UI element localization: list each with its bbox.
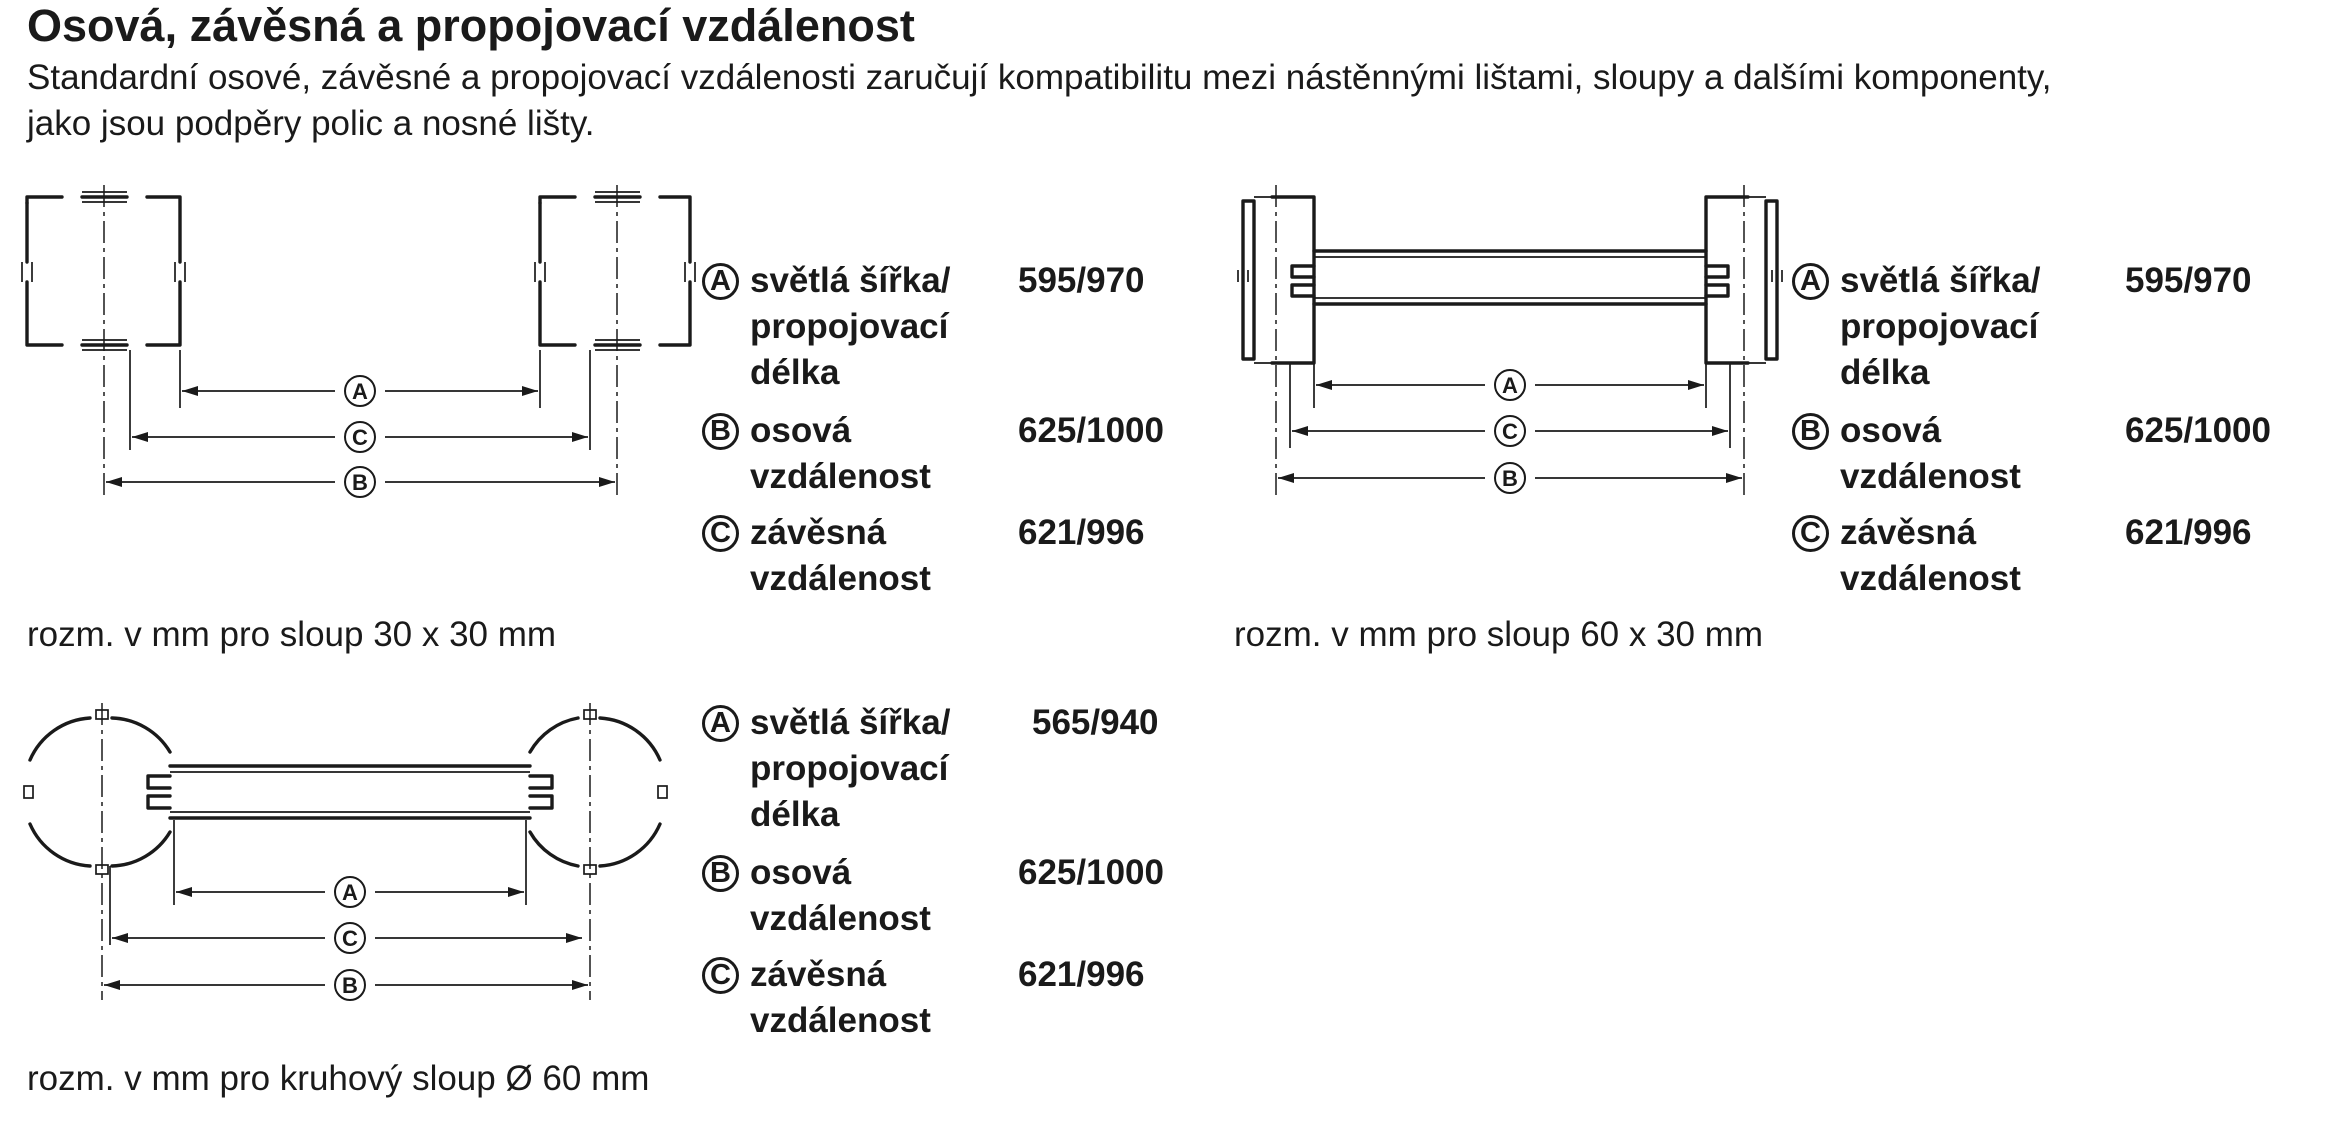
connecting-rail: [1314, 251, 1706, 304]
legend-value: 595/970: [1018, 261, 1145, 300]
diagram-round-post-drawing: [0, 700, 700, 1020]
dimension-a: [1316, 370, 1704, 400]
dimension-b: [1278, 463, 1742, 493]
diagram-square-post-drawing: [0, 180, 700, 510]
dimension-c: [132, 422, 588, 452]
legend-label: světlá šířka/ propojovací délka: [750, 261, 951, 392]
left-post: [24, 703, 170, 1000]
dimension-a-label: A: [1502, 373, 1518, 398]
badge-a: A: [702, 705, 739, 742]
caption-round-post: rozm. v mm pro kruhový sloup Ø 60 mm: [27, 1059, 650, 1098]
dimension-c-label: C: [352, 425, 368, 450]
legend-square-post: [702, 258, 1202, 598]
badge-c: C: [702, 515, 739, 552]
legend-value: 625/1000: [1018, 411, 1164, 450]
legend-item-a: [702, 258, 1202, 398]
diagram-round-post: [0, 700, 700, 1020]
diagram-rect-post-drawing: [1210, 180, 1810, 510]
legend-label: osová vzdálenost: [750, 411, 931, 496]
legend-label: závěsná vzdálenost: [750, 955, 931, 1040]
dimension-b-label: B: [342, 973, 358, 998]
right-post: [1706, 185, 1782, 500]
legend-value: 595/970: [2125, 261, 2252, 300]
legend-value: 625/1000: [1018, 853, 1164, 892]
legend-item-b: [702, 408, 1202, 500]
legend-item-b: [702, 850, 1202, 942]
right-post: [530, 703, 667, 1000]
intro-text: [27, 55, 2307, 147]
diagram-square-post: [0, 180, 700, 510]
legend-item-c: [702, 952, 1202, 1044]
badge-b: B: [702, 413, 739, 450]
right-post: [535, 185, 695, 498]
legend-item-a: [702, 700, 1202, 840]
badge-a: A: [702, 263, 739, 300]
badge-c: C: [702, 957, 739, 994]
legend-value: 621/996: [1018, 513, 1145, 552]
legend-label: závěsná vzdálenost: [750, 513, 931, 598]
dimension-c: [1292, 416, 1728, 446]
dimension-b: [104, 970, 588, 1000]
caption-square-post: rozm. v mm pro sloup 30 x 30 mm: [27, 615, 557, 654]
page-title: Osová, závěsná a propojovací vzdálenost: [27, 0, 915, 51]
badge-c: C: [1792, 515, 1829, 552]
dimension-a-label: A: [342, 880, 358, 905]
dimension-a: [182, 376, 538, 406]
legend-round-post: [702, 700, 1202, 1040]
legend-rect-post: [1792, 258, 2292, 598]
legend-item-b: [1792, 408, 2292, 500]
badge-a: A: [1792, 263, 1829, 300]
legend-item-a: [1792, 258, 2292, 398]
dimension-c-label: C: [1502, 419, 1518, 444]
dimension-b-label: B: [352, 470, 368, 495]
legend-label: světlá šířka/ propojovací délka: [750, 703, 951, 834]
legend-label: světlá šířka/ propojovací délka: [1840, 261, 2041, 392]
legend-value: 621/996: [1018, 955, 1145, 994]
intro-line-1: Standardní osové, závěsné a propojovací vzdálenosti zaručují kompatibilitu mezi nástěnnými lištami, sloupy a dalšími komponenty,: [27, 58, 2052, 97]
diagram-rect-post: [1210, 180, 1810, 510]
legend-label: závěsná vzdálenost: [1840, 513, 2021, 598]
dimension-b: [106, 467, 615, 497]
legend-label: osová vzdálenost: [750, 853, 931, 938]
legend-item-c: [1792, 510, 2292, 602]
legend-item-c: [702, 510, 1202, 602]
intro-line-2: jako jsou podpěry polic a nosné lišty.: [27, 104, 595, 143]
dimension-a-label: A: [352, 379, 368, 404]
legend-value: 625/1000: [2125, 411, 2271, 450]
left-post: [22, 185, 185, 498]
connecting-rail: [170, 766, 530, 818]
dimension-b-label: B: [1502, 466, 1518, 491]
legend-label: osová vzdálenost: [1840, 411, 2021, 496]
caption-rect-post: rozm. v mm pro sloup 60 x 30 mm: [1234, 615, 1764, 654]
dimension-c-label: C: [342, 926, 358, 951]
badge-b: B: [702, 855, 739, 892]
dimension-c: [112, 923, 582, 953]
legend-value: 565/940: [1032, 703, 1159, 742]
legend-value: 621/996: [2125, 513, 2252, 552]
dimension-a: [176, 877, 524, 907]
badge-b: B: [1792, 413, 1829, 450]
left-post: [1238, 185, 1314, 500]
